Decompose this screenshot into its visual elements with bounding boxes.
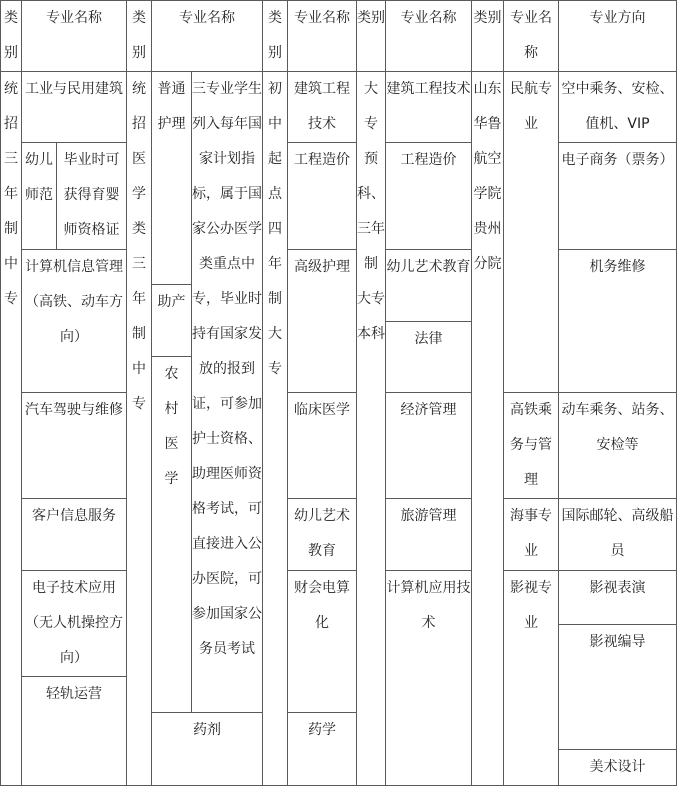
category-cell-junior-college: 初 中 起 点 四 年 制 大 专 [262, 71, 288, 786]
major-cell: 客户信息服务 [21, 498, 127, 571]
direction-cell: 动车乘务、站务、 安检等 [558, 392, 677, 499]
major-cell: 药学 [287, 712, 357, 786]
major-cell: 财会电算 化 [287, 570, 357, 713]
major-cell: 旅游管理 [385, 498, 472, 571]
major-cell: 高级护理 [287, 249, 357, 393]
category-cell-college-preparatory: 大 专 预 科、 三年 制 大专 本科 [356, 71, 386, 786]
header-category-1: 类 别 [0, 0, 22, 72]
major-cell: 电子技术应用 （无人机操控方 向） [21, 570, 127, 677]
major-cell: 建筑工程技术 [385, 71, 472, 143]
header-category-3: 类 别 [262, 0, 288, 72]
major-cell: 海事专 业 [503, 498, 559, 571]
major-cell: 高铁乘 务与管 理 [503, 392, 559, 499]
header-category-2: 类 别 [126, 0, 152, 72]
major-cell: 计算机信息管理 （高铁、动车方 向） [21, 249, 127, 393]
direction-cell: 空中乘务、安检、 值机、VIP [558, 71, 677, 143]
major-cell: 工程造价 [385, 142, 472, 250]
major-cell: 普通 护理 [151, 71, 192, 285]
medical-note-cell: 三专业学生 列入每年国 家计划指 标，属于国 家公办医学 类重点中 专，毕业时 持有国家发 放的报到 证，可参加 护士资格、 助理医师资 格考试，可 直接进入公 办医院，可 参加国家公 务员考试 [191, 71, 263, 713]
major-cell: 计算机应用技 术 [385, 570, 472, 786]
header-major-name-3: 专业名称 [287, 0, 357, 72]
major-note-cell: 毕业时可 获得育婴 师资格证 [56, 142, 127, 250]
header-direction: 专业方向 [558, 0, 677, 72]
header-major-name-2: 专业名称 [151, 0, 263, 72]
header-major-name-4: 专业名称 [385, 0, 472, 72]
direction-cell: 电子商务（票务） [558, 142, 677, 250]
direction-cell: 美术设计 [558, 749, 677, 786]
major-cell: 法律 [385, 321, 472, 393]
direction-cell: 机务维修 [558, 249, 677, 393]
header-category-4: 类别 [356, 0, 386, 72]
direction-cell: 影视编导 [558, 624, 677, 750]
direction-cell: 影视表演 [558, 570, 677, 625]
header-major-name-1: 专业名称 [21, 0, 127, 72]
major-cell: 轻轨运营 [21, 676, 127, 786]
major-cell: 工程造价 [287, 142, 357, 250]
category-cell-medical: 统 招 医 学 类 三 年 制 中 专 [126, 71, 152, 786]
major-cell: 工业与民用建筑 [21, 71, 127, 143]
major-cell: 民航专 业 [503, 71, 559, 393]
major-cell: 经济管理 [385, 392, 472, 499]
category-cell-aviation-college: 山东 华鲁 航空 学院 贵州 分院 [471, 71, 504, 786]
major-cell: 建筑工程 技术 [287, 71, 357, 143]
major-cell: 幼儿艺术教育 [385, 249, 472, 322]
major-cell: 助产 [151, 284, 192, 357]
major-cell: 影视专 业 [503, 570, 559, 786]
major-cell: 汽车驾驶与维修 [21, 392, 127, 499]
header-major-name-5: 专业名 称 [503, 0, 559, 72]
major-cell: 药剂 [151, 712, 263, 786]
major-cell: 幼儿艺术 教育 [287, 498, 357, 571]
category-cell-secondary: 统 招 三 年 制 中 专 [0, 71, 22, 786]
major-cell: 临床医学 [287, 392, 357, 499]
direction-cell: 国际邮轮、高级船 员 [558, 498, 677, 571]
major-cell: 幼儿 师范 [21, 142, 57, 250]
header-category-5: 类别 [471, 0, 504, 72]
major-cell: 农 村 医 学 [151, 356, 192, 713]
